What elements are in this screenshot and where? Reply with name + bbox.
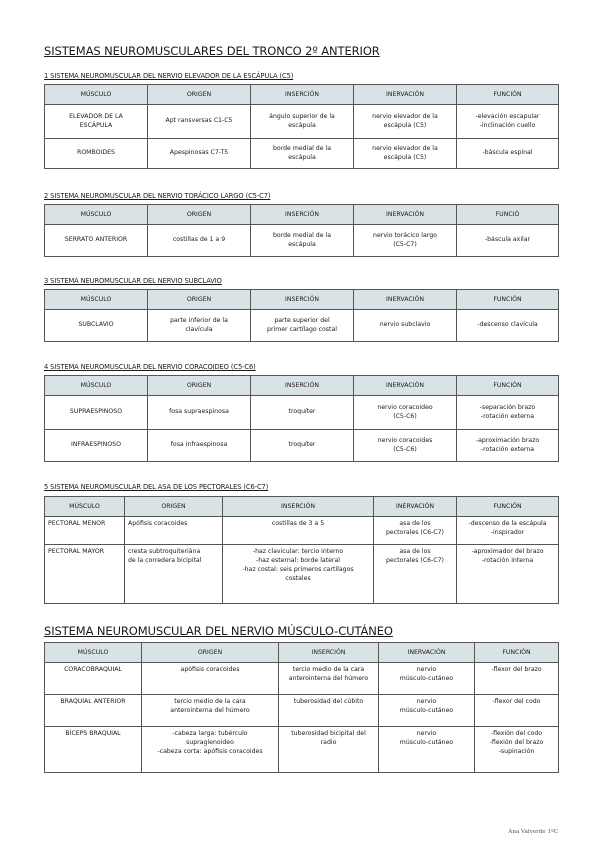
cell-musculo: INFRAESPINOSO xyxy=(45,430,148,462)
cell-origen: costillas de 1 a 9 xyxy=(148,225,251,257)
header-funcion: FUNCIÓN xyxy=(475,643,559,663)
cell-funcion: -flexor del codo xyxy=(475,695,559,727)
header-insercion: INSERCIÓN xyxy=(251,205,354,225)
header-funcion: FUNCIÓN xyxy=(457,497,559,517)
header-inervacion: INERVACIÓN xyxy=(354,290,457,310)
section-2-table xyxy=(44,204,559,257)
cell-inervacion: nervio músculo-cutáneo xyxy=(379,695,475,727)
table-header-row xyxy=(45,643,559,663)
cell-origen: Apespinosas C7-T5 xyxy=(148,139,251,169)
table-header-row xyxy=(45,290,559,310)
section-1-table xyxy=(44,84,559,169)
table-row xyxy=(45,663,559,695)
cell-musculo: SUPRAESPINOSO xyxy=(45,396,148,430)
header-inervacion: INERVACIÓN xyxy=(354,85,457,105)
header-origen: ORIGEN xyxy=(125,497,223,517)
section-4-title: 4 SISTEMA NEUROMUSCULAR DEL NERVIO CORACOIDEO (C5-C6) xyxy=(44,363,256,371)
cell-origen: -cabeza larga: tubérculo supraglenoideo -cabeza corta: apófisis coracoides xyxy=(142,727,279,773)
header-funcion: FUNCIÓN xyxy=(457,376,559,396)
table-row xyxy=(45,545,559,604)
table-row xyxy=(45,105,559,139)
cell-origen: parte inferior de la clavícula xyxy=(148,310,251,342)
cell-musculo: ELEVADOR DE LA ESCÁPULA xyxy=(45,105,148,139)
section-1-title: 1 SISTEMA NEUROMUSCULAR DEL NERVIO ELEVADOR DE LA ESCÁPULA (C5) xyxy=(44,72,294,80)
cell-insercion: tuberosidad bicipital del radio xyxy=(279,727,379,773)
cell-insercion: troquíter xyxy=(251,396,354,430)
document-title: SISTEMAS NEUROMUSCULARES DEL TRONCO 2º ANTERIOR xyxy=(44,44,380,58)
cell-inervacion: nervio coracoides (C5-C6) xyxy=(354,430,457,462)
cell-musculo: BÍCEPS BRAQUIAL xyxy=(45,727,142,773)
cell-insercion: -haz clavicular: tercio interno -haz esternal: borde lateral -haz costal: seis primeros cartílagos costales xyxy=(223,545,374,604)
header-insercion: INSERCIÓN xyxy=(279,643,379,663)
header-inervacion: INERVACIÓN xyxy=(379,643,475,663)
cell-funcion: -báscula espinal xyxy=(457,139,559,169)
cell-funcion: -descenso de la escápula -inspirador xyxy=(457,517,559,545)
header-musculo: MÚSCULO xyxy=(45,290,148,310)
header-musculo: MÚSCULO xyxy=(45,643,142,663)
cell-inervacion: nervio subclavio xyxy=(354,310,457,342)
section-6-title: SISTEMA NEUROMUSCULAR DEL NERVIO MÚSCULO-CUTÁNEO xyxy=(44,624,393,638)
table-row xyxy=(45,310,559,342)
table-row xyxy=(45,430,559,462)
table-row xyxy=(45,225,559,257)
section-2-title: 2 SISTEMA NEUROMUSCULAR DEL NERVIO TORÁCICO LARGO (C5-C7) xyxy=(44,192,271,200)
cell-musculo: SUBCLAVIO xyxy=(45,310,148,342)
section-3-table xyxy=(44,289,559,342)
cell-origen: Apófisis coracoides xyxy=(125,517,223,545)
section-5-title: 5 SISTEMA NEUROMUSCULAR DEL ASA DE LOS PECTORALES (C6-C7) xyxy=(44,483,269,491)
section-4-table xyxy=(44,375,559,462)
header-insercion: INSERCIÓN xyxy=(251,376,354,396)
cell-inervacion: nervio coracoideo (C5-C6) xyxy=(354,396,457,430)
cell-inervacion: asa de los pectorales (C6-C7) xyxy=(374,517,457,545)
header-funcion: FUNCIÓN xyxy=(457,290,559,310)
author-footer: Ana Valverde 1ºC xyxy=(508,829,558,835)
table-row xyxy=(45,139,559,169)
header-origen: ORIGEN xyxy=(148,290,251,310)
header-musculo: MÚSCULO xyxy=(45,85,148,105)
table-row xyxy=(45,517,559,545)
cell-inervacion: asa de los pectorales (C6-C7) xyxy=(374,545,457,604)
cell-insercion: tercio medio de la cara anterointerna del húmero xyxy=(279,663,379,695)
cell-musculo: CORACOBRAQUIAL xyxy=(45,663,142,695)
cell-insercion: borde medial de la escápula xyxy=(251,225,354,257)
cell-funcion: -aproximador del brazo -rotación interna xyxy=(457,545,559,604)
cell-insercion: troquíter xyxy=(251,430,354,462)
header-insercion: INSERCIÓN xyxy=(223,497,374,517)
cell-funcion: -báscula axilar xyxy=(457,225,559,257)
header-origen: ORIGEN xyxy=(148,205,251,225)
cell-inervacion: nervio músculo-cutáneo xyxy=(379,663,475,695)
cell-inervacion: nervio torácico largo (C5-C7) xyxy=(354,225,457,257)
cell-origen: fosa supraespinosa xyxy=(148,396,251,430)
cell-funcion: -descenso clavícula xyxy=(457,310,559,342)
header-funcion: FUNCIÓ xyxy=(457,205,559,225)
cell-funcion: -flexor del brazo xyxy=(475,663,559,695)
cell-origen: fosa infraespinosa xyxy=(148,430,251,462)
table-row xyxy=(45,727,559,773)
header-origen: ORIGEN xyxy=(148,85,251,105)
cell-inervacion: nervio músculo-cutáneo xyxy=(379,727,475,773)
cell-funcion: -aproximación brazo -rotación externa xyxy=(457,430,559,462)
cell-funcion: -flexión del codo -flexión del brazo -supinación xyxy=(475,727,559,773)
header-origen: ORIGEN xyxy=(148,376,251,396)
table-row xyxy=(45,396,559,430)
section-6-table xyxy=(44,642,559,773)
cell-insercion: borde medial de la escápula xyxy=(251,139,354,169)
table-header-row xyxy=(45,376,559,396)
cell-insercion: parte superior del primer cartílago costal xyxy=(251,310,354,342)
header-musculo: MÚSCULO xyxy=(45,497,125,517)
cell-funcion: -elevación escapular -inclinación cuello xyxy=(457,105,559,139)
cell-musculo: ROMBOIDES xyxy=(45,139,148,169)
header-insercion: INSERCIÓN xyxy=(251,85,354,105)
cell-inervacion: nervio elevador de la escápula (C5) xyxy=(354,105,457,139)
cell-musculo: PECTORAL MENOR xyxy=(45,517,125,545)
header-insercion: INSERCIÓN xyxy=(251,290,354,310)
cell-insercion: tuberosidad del cúbito xyxy=(279,695,379,727)
cell-origen: cresta subtroquiteriàna de la corredera bicipital xyxy=(125,545,223,604)
header-origen: ORIGEN xyxy=(142,643,279,663)
cell-inervacion: nervio elevador de la escápula (C5) xyxy=(354,139,457,169)
table-header-row xyxy=(45,205,559,225)
header-inervacion: INERVACIÓN xyxy=(354,376,457,396)
cell-origen: Apt ransversas C1-C5 xyxy=(148,105,251,139)
header-inervacion: INERVACIÓN xyxy=(354,205,457,225)
section-5-table xyxy=(44,496,559,604)
cell-origen: tercio medio de la cara anterointerna del húmero xyxy=(142,695,279,727)
header-inervacion: INERVACIÓN xyxy=(374,497,457,517)
cell-origen: apófisis coracoides xyxy=(142,663,279,695)
header-funcion: FUNCIÓN xyxy=(457,85,559,105)
cell-funcion: -separación brazo -rotación externa xyxy=(457,396,559,430)
cell-insercion: costillas de 3 a 5 xyxy=(223,517,374,545)
cell-musculo: SERRATO ANTERIOR xyxy=(45,225,148,257)
header-musculo: MÚSCULO xyxy=(45,376,148,396)
cell-insercion: ángulo superior de la escápula xyxy=(251,105,354,139)
table-header-row xyxy=(45,497,559,517)
cell-musculo: PECTORAL MAYOR xyxy=(45,545,125,604)
table-header-row xyxy=(45,85,559,105)
header-musculo: MÚSCULO xyxy=(45,205,148,225)
table-row xyxy=(45,695,559,727)
cell-musculo: BRAQUIAL ANTERIOR xyxy=(45,695,142,727)
section-3-title: 3 SISTEMA NEUROMUSCULAR DEL NERVIO SUBCLAVIO xyxy=(44,277,222,285)
